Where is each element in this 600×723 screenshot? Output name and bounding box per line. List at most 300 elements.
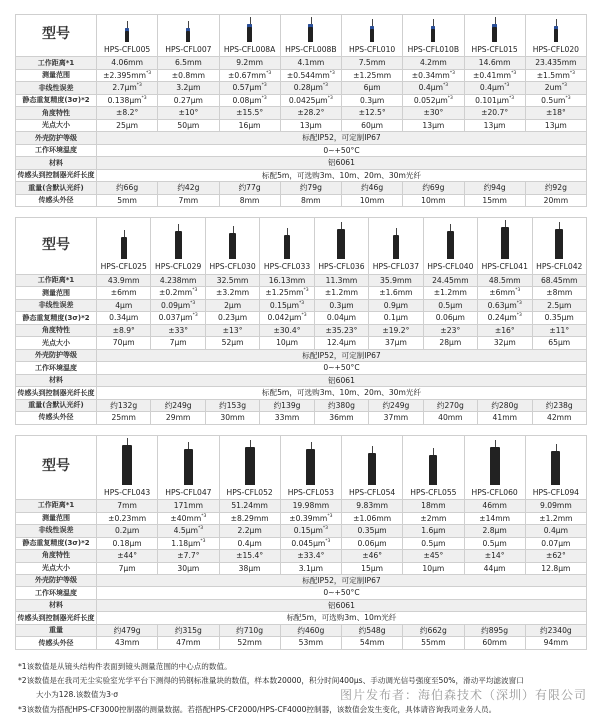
span-value: 标配IP52，可定制IP67 bbox=[97, 132, 587, 144]
watermark: 图片发布者：海伯森技术（深圳）有限公司 bbox=[339, 687, 587, 702]
sensor-probe-icon bbox=[175, 231, 182, 259]
row-label: 外壳防护等级 bbox=[16, 132, 97, 144]
value-text: 6.5mm bbox=[174, 58, 202, 68]
row-label: 角度特性 bbox=[16, 107, 97, 119]
model-header: 型号 bbox=[16, 435, 97, 499]
value-text: ±30° bbox=[423, 108, 444, 118]
value-text: ±44° bbox=[117, 551, 138, 561]
spec-value bbox=[97, 287, 151, 299]
spec-value bbox=[314, 312, 368, 324]
spec-value bbox=[97, 512, 158, 524]
model-cell bbox=[342, 435, 403, 499]
spec-row bbox=[16, 399, 587, 411]
spec-value bbox=[525, 69, 586, 81]
value-text: 约460g bbox=[297, 625, 325, 635]
value-text: 10μm bbox=[276, 338, 298, 348]
span-value: 标配5m，可选购3m、10m光纤 bbox=[97, 612, 587, 624]
spec-value bbox=[97, 562, 158, 574]
spec-value bbox=[369, 312, 423, 324]
spec-value bbox=[403, 525, 464, 537]
spec-value bbox=[219, 562, 280, 574]
spec-value bbox=[314, 287, 368, 299]
value-text: 约132g bbox=[110, 400, 138, 410]
spec-value bbox=[525, 637, 586, 649]
model-cell bbox=[97, 435, 158, 499]
spec-value bbox=[219, 107, 280, 119]
sensor-probe-icon bbox=[306, 449, 315, 485]
footnote-ref: *3 bbox=[136, 83, 142, 89]
model-cell bbox=[97, 218, 151, 274]
row-label: 传感头外径 bbox=[16, 194, 97, 206]
spec-value bbox=[525, 182, 586, 194]
spec-value bbox=[280, 562, 341, 574]
span-value: 0~+50°C bbox=[97, 587, 587, 599]
value-text: 10mm bbox=[359, 195, 385, 205]
value-text: 13μm bbox=[544, 120, 567, 130]
spec-value bbox=[280, 550, 341, 562]
spec-value bbox=[97, 57, 158, 69]
model-name: HPS-CFL008A bbox=[223, 45, 276, 54]
model-cell bbox=[403, 15, 464, 57]
sensor-probe-icon bbox=[501, 227, 509, 259]
value-text: ±1.25mm bbox=[353, 70, 392, 80]
spec-value bbox=[423, 312, 477, 324]
span-value: 0~+50°C bbox=[97, 144, 587, 156]
sensor-probe-icon bbox=[447, 231, 454, 259]
value-text: ±0.8mm bbox=[171, 70, 205, 80]
value-text: 13μm bbox=[299, 120, 322, 130]
spec-value bbox=[342, 57, 403, 69]
spec-value bbox=[158, 500, 219, 512]
value-text: 0.27μm bbox=[173, 95, 203, 105]
value-text: 约69g bbox=[422, 183, 445, 193]
value-text: $\pm 0.544mm^{*3}$ bbox=[286, 70, 335, 80]
value-text: 4.238mm bbox=[159, 275, 197, 285]
value-text: 28μm bbox=[439, 338, 462, 348]
model-cell bbox=[158, 15, 219, 57]
value-text: 7mm bbox=[178, 195, 199, 205]
spec-value bbox=[158, 119, 219, 131]
spec-value bbox=[158, 194, 219, 206]
footnote-ref: *3 bbox=[303, 288, 309, 294]
row-label: 角度特性 bbox=[16, 550, 97, 562]
value-text: ±11° bbox=[549, 325, 570, 335]
value-text: 44μm bbox=[483, 563, 506, 573]
spec-value bbox=[403, 82, 464, 94]
spec-value bbox=[151, 287, 205, 299]
footnote-ref: *3 bbox=[325, 538, 331, 544]
value-text: 29mm bbox=[165, 413, 191, 423]
footnote-ref: *3 bbox=[565, 95, 571, 101]
model-cell bbox=[464, 435, 525, 499]
row-label: 重量(含默认光纤) bbox=[16, 399, 97, 411]
row-label: 工作距离*1 bbox=[16, 274, 97, 286]
value-text: ±2mm bbox=[420, 513, 447, 523]
spec-value bbox=[260, 324, 314, 336]
sensor-probe-icon bbox=[125, 28, 129, 42]
spec-value bbox=[369, 274, 423, 286]
value-text: 约94g bbox=[483, 183, 506, 193]
value-text: 约139g bbox=[273, 400, 301, 410]
spec-value bbox=[464, 94, 525, 106]
model-cell bbox=[403, 435, 464, 499]
value-text: $0.57\mu m^{*3}$ bbox=[232, 83, 267, 93]
value-text: 约479g bbox=[113, 625, 141, 635]
spec-value bbox=[464, 562, 525, 574]
model-name: HPS-CFL005 bbox=[104, 45, 151, 54]
value-text: 43mm bbox=[114, 638, 140, 648]
value-text: 0.4μm bbox=[543, 526, 569, 536]
spec-value bbox=[97, 119, 158, 131]
value-text: 约270g bbox=[436, 400, 464, 410]
value-text: 0.3μm bbox=[359, 95, 385, 105]
value-text: 41mm bbox=[492, 413, 518, 423]
model-name: HPS-CFL060 bbox=[471, 487, 518, 497]
spec-value bbox=[423, 412, 477, 424]
spec-value bbox=[97, 312, 151, 324]
value-text: ±14mm bbox=[479, 513, 511, 523]
value-text: 9.09mm bbox=[540, 501, 572, 511]
spec-value bbox=[97, 412, 151, 424]
spec-row bbox=[16, 57, 587, 69]
value-text: 2.2μm bbox=[237, 526, 262, 536]
span-value: 标配IP52，可定制IP67 bbox=[97, 574, 587, 586]
model-name: HPS-CFL043 bbox=[104, 487, 151, 497]
sensor-probe-icon bbox=[368, 453, 376, 485]
spec-value bbox=[464, 82, 525, 94]
spec-value bbox=[342, 637, 403, 649]
spec-value bbox=[219, 57, 280, 69]
spec-value bbox=[219, 119, 280, 131]
footnote-ref: *3 bbox=[511, 70, 517, 76]
spec-value bbox=[151, 324, 205, 336]
spec-value bbox=[403, 94, 464, 106]
value-text: $0.24\mu m^{*3}$ bbox=[487, 313, 522, 323]
value-text: 0.34μm bbox=[109, 313, 139, 323]
spec-value bbox=[158, 624, 219, 636]
value-text: ±1.6mm bbox=[379, 288, 413, 298]
row-label: 静态重复精度(3σ)*2 bbox=[16, 94, 97, 106]
model-cell bbox=[97, 15, 158, 57]
value-text: 6μm bbox=[363, 83, 381, 93]
row-label: 光点大小 bbox=[16, 119, 97, 131]
model-name: HPS-CFL042 bbox=[536, 262, 583, 272]
spec-value bbox=[97, 194, 158, 206]
spec-value bbox=[403, 69, 464, 81]
spec-value bbox=[158, 637, 219, 649]
value-text: 51.24mm bbox=[231, 501, 268, 511]
value-text: 30mm bbox=[220, 413, 245, 423]
row-label: 光点大小 bbox=[16, 337, 97, 349]
spec-value bbox=[314, 412, 368, 424]
spec-value bbox=[369, 324, 423, 336]
value-text: ±16° bbox=[494, 325, 515, 335]
footnote-ref: *3 bbox=[327, 95, 333, 101]
spec-row bbox=[16, 144, 587, 156]
footnote-ref: *3 bbox=[192, 313, 198, 319]
model-cell bbox=[532, 218, 587, 274]
value-text: 2.5μm bbox=[547, 300, 572, 310]
spec-value bbox=[97, 299, 151, 311]
value-text: 7μm bbox=[118, 563, 136, 573]
value-text: 约662g bbox=[419, 625, 447, 635]
model-cell bbox=[280, 435, 341, 499]
spec-value bbox=[280, 182, 341, 194]
spec-value bbox=[478, 299, 532, 311]
span-value: 标配IP52，可定制IP67 bbox=[97, 349, 587, 361]
spec-value bbox=[403, 500, 464, 512]
spec-value bbox=[280, 525, 341, 537]
value-text: 0.9μm bbox=[383, 300, 409, 310]
footnotes bbox=[15, 660, 587, 717]
spec-value bbox=[342, 525, 403, 537]
value-text: 约895g bbox=[481, 625, 509, 635]
value-text: ±33.4° bbox=[297, 551, 325, 561]
value-text: 68.45mm bbox=[540, 275, 578, 285]
footnote-ref: *3 bbox=[569, 70, 576, 76]
value-text: ±19.2° bbox=[382, 325, 410, 335]
span-value: 标配5m，可选购3m、10m、20m、30m光纤 bbox=[97, 169, 587, 181]
spec-value bbox=[219, 94, 280, 106]
value-text: 0.23μm bbox=[218, 313, 248, 323]
footnote-ref: *3 bbox=[447, 95, 453, 101]
spec-value bbox=[158, 69, 219, 81]
model-name: HPS-CFL041 bbox=[481, 262, 528, 272]
spec-value bbox=[97, 82, 158, 94]
value-text: 9.2mm bbox=[236, 58, 264, 68]
value-text: 8mm bbox=[301, 195, 321, 205]
sensor-probe-icon bbox=[551, 451, 560, 485]
model-name: HPS-CFL047 bbox=[165, 487, 212, 497]
spec-value bbox=[369, 337, 423, 349]
row-label: 传感头外径 bbox=[16, 637, 97, 649]
spec-value bbox=[97, 69, 158, 81]
value-text: 42mm bbox=[547, 413, 572, 423]
value-text: 约2340g bbox=[540, 625, 572, 635]
spec-value bbox=[260, 312, 314, 324]
value-text: $0.28\mu m^{*3}$ bbox=[293, 83, 328, 93]
row-label: 静态重复精度(3σ)*2 bbox=[16, 537, 97, 549]
footnote-2: *2该数值是在我司无尘实验室光学平台下测得的钨钢标准量块的数值，样本数20000，积分时间400μs、手动调光信号强度至50%，滑动平均滤波窗口 bbox=[18, 675, 524, 685]
spec-row bbox=[16, 500, 587, 512]
value-text: 约66g bbox=[116, 183, 139, 193]
spec-value bbox=[403, 562, 464, 574]
value-text: 约77g bbox=[238, 183, 261, 193]
value-text: ±33° bbox=[168, 325, 189, 335]
value-text: 0.35μm bbox=[544, 313, 574, 323]
spec-row bbox=[16, 537, 587, 549]
spec-value bbox=[525, 194, 586, 206]
spec-value bbox=[219, 82, 280, 94]
value-text: 0.5μm bbox=[438, 300, 463, 310]
value-text: 37mm bbox=[383, 413, 409, 423]
value-text: ±15.5° bbox=[236, 108, 264, 118]
spec-value bbox=[403, 550, 464, 562]
footnote-ref: *3 bbox=[201, 513, 207, 519]
row-label: 材料 bbox=[16, 599, 97, 611]
value-text: $\pm 1.5mm^{*3}$ bbox=[536, 70, 576, 80]
value-text: 24.45mm bbox=[432, 275, 469, 285]
spec-value bbox=[158, 182, 219, 194]
model-name: HPS-CFL037 bbox=[372, 262, 420, 272]
spec-row bbox=[16, 82, 587, 94]
spec-value bbox=[342, 500, 403, 512]
spec-value bbox=[423, 337, 477, 349]
spec-value bbox=[464, 182, 525, 194]
spec-value bbox=[280, 500, 341, 512]
spec-value bbox=[219, 637, 280, 649]
spec-value bbox=[525, 512, 586, 524]
spec-value bbox=[342, 69, 403, 81]
footnote-ref: *3 bbox=[146, 70, 152, 76]
value-text: ±7.7° bbox=[177, 551, 200, 561]
value-text: ±23° bbox=[440, 325, 461, 335]
sensor-probe-icon bbox=[555, 229, 563, 259]
row-label: 光点大小 bbox=[16, 562, 97, 574]
spec-value bbox=[151, 312, 205, 324]
spec-value bbox=[314, 274, 368, 286]
spec-table-3 bbox=[15, 435, 587, 650]
spec-value bbox=[342, 537, 403, 549]
value-text: $0.037\mu m^{*3}$ bbox=[158, 313, 198, 323]
spec-value bbox=[403, 119, 464, 131]
spec-row bbox=[16, 412, 587, 424]
value-text: 3.2μm bbox=[176, 83, 201, 93]
footnote-3: *3该数值为搭配HPS-CF3000控制器的测量数据。若搭配HPS-CF2000/HPS-CF4000控制器，该数值会发生变化，具体请咨询我司业务人员。 bbox=[18, 704, 497, 714]
value-text: 55mm bbox=[421, 638, 446, 648]
model-cell bbox=[369, 218, 423, 274]
value-text: 94mm bbox=[543, 638, 569, 648]
sensor-probe-icon bbox=[554, 26, 558, 42]
spec-value bbox=[205, 324, 259, 336]
value-text: 15μm bbox=[361, 563, 384, 573]
spec-value bbox=[464, 57, 525, 69]
spec-row bbox=[16, 525, 587, 537]
spec-value bbox=[158, 525, 219, 537]
row-label: 非线性误差 bbox=[16, 525, 97, 537]
spec-row bbox=[16, 637, 587, 649]
value-text: 7μm bbox=[169, 338, 187, 348]
row-label: 工作距离*1 bbox=[16, 57, 97, 69]
spec-value bbox=[205, 299, 259, 311]
value-text: ±6mm bbox=[110, 288, 137, 298]
value-text: $\pm 2.395mm^{*3}$ bbox=[103, 70, 152, 80]
value-text: $0.15\mu m^{*3}$ bbox=[293, 526, 328, 536]
footnote-ref: *3 bbox=[192, 288, 198, 294]
spec-value bbox=[478, 312, 532, 324]
spec-value bbox=[205, 337, 259, 349]
spec-value bbox=[158, 512, 219, 524]
footnote-ref: *3 bbox=[299, 300, 305, 306]
spec-value bbox=[97, 274, 151, 286]
spec-value bbox=[525, 550, 586, 562]
spec-row bbox=[16, 512, 587, 524]
value-text: ±8.29mm bbox=[230, 513, 269, 523]
spec-value bbox=[151, 412, 205, 424]
value-text: $0.08\mu m^{*3}$ bbox=[232, 95, 267, 105]
model-cell bbox=[205, 218, 259, 274]
spec-value bbox=[525, 107, 586, 119]
sensor-probe-icon bbox=[393, 235, 399, 259]
value-text: 40mm bbox=[438, 413, 463, 423]
value-text: 171mm bbox=[173, 501, 204, 511]
spec-value bbox=[532, 274, 587, 286]
footnote-ref: *3 bbox=[504, 83, 510, 89]
sensor-probe-icon bbox=[370, 26, 374, 42]
row-label: 工作环境温度 bbox=[16, 144, 97, 156]
value-text: ±28.2° bbox=[297, 108, 325, 118]
row-label: 非线性误差 bbox=[16, 82, 97, 94]
model-name: HPS-CFL052 bbox=[226, 487, 273, 497]
value-text: 18mm bbox=[421, 501, 446, 511]
sensor-probe-icon bbox=[122, 445, 132, 485]
value-text: ±62° bbox=[545, 551, 566, 561]
spec-value bbox=[314, 299, 368, 311]
spec-value bbox=[464, 107, 525, 119]
value-text: $4.5\mu m^{*3}$ bbox=[173, 526, 204, 536]
sensor-probe-icon bbox=[337, 229, 345, 259]
span-value: 0~+50°C bbox=[97, 362, 587, 374]
model-header: 型号 bbox=[16, 218, 97, 274]
spec-value bbox=[342, 119, 403, 131]
spec-row bbox=[16, 69, 587, 81]
value-text: 25mm bbox=[111, 413, 136, 423]
footnote-ref: *3 bbox=[261, 95, 267, 101]
value-text: 0.3μm bbox=[329, 300, 354, 310]
spec-value bbox=[525, 624, 586, 636]
spec-value bbox=[423, 274, 477, 286]
spec-value bbox=[423, 287, 477, 299]
footnote-ref: *3 bbox=[509, 95, 515, 101]
value-text: 约548g bbox=[358, 625, 386, 635]
footnote-1: *1该数值是从镜头结构件表面到镜头测量范围的中心点的数值。 bbox=[18, 661, 232, 671]
value-text: 65μm bbox=[548, 338, 571, 348]
sensor-probe-icon bbox=[229, 233, 236, 259]
value-text: 2μm bbox=[224, 300, 242, 310]
model-cell bbox=[525, 15, 586, 57]
spec-row bbox=[16, 612, 587, 624]
spec-value bbox=[342, 94, 403, 106]
value-text: 0.35μm bbox=[357, 526, 387, 536]
value-text: 2.8μm bbox=[482, 526, 507, 536]
model-name: HPS-CFL030 bbox=[209, 262, 256, 272]
spec-value bbox=[314, 399, 368, 411]
model-name: HPS-CFL036 bbox=[318, 262, 365, 272]
spec-row bbox=[16, 374, 587, 386]
value-text: $0.045\mu m^{*3}$ bbox=[291, 538, 331, 548]
value-text: ±46° bbox=[362, 551, 383, 561]
value-text: 约79g bbox=[299, 183, 322, 193]
value-text: 10μm bbox=[422, 563, 445, 573]
spec-value bbox=[342, 82, 403, 94]
spec-value bbox=[464, 500, 525, 512]
model-name: HPS-CFL008B bbox=[285, 45, 337, 54]
sensor-probe-icon bbox=[308, 24, 313, 42]
spec-table bbox=[15, 14, 587, 207]
spec-value bbox=[369, 287, 423, 299]
value-text: 46mm bbox=[482, 501, 507, 511]
row-label: 传感头到控制器光纤长度 bbox=[16, 387, 97, 399]
value-text: ±8.9° bbox=[112, 325, 135, 335]
value-text: 12.4μm bbox=[326, 338, 357, 348]
value-text: 约710g bbox=[236, 625, 264, 635]
spec-row bbox=[16, 324, 587, 336]
value-text: 53mm bbox=[298, 638, 324, 648]
sensor-probe-icon bbox=[186, 28, 190, 42]
spec-row bbox=[16, 550, 587, 562]
spec-row bbox=[16, 562, 587, 574]
spec-value bbox=[280, 624, 341, 636]
